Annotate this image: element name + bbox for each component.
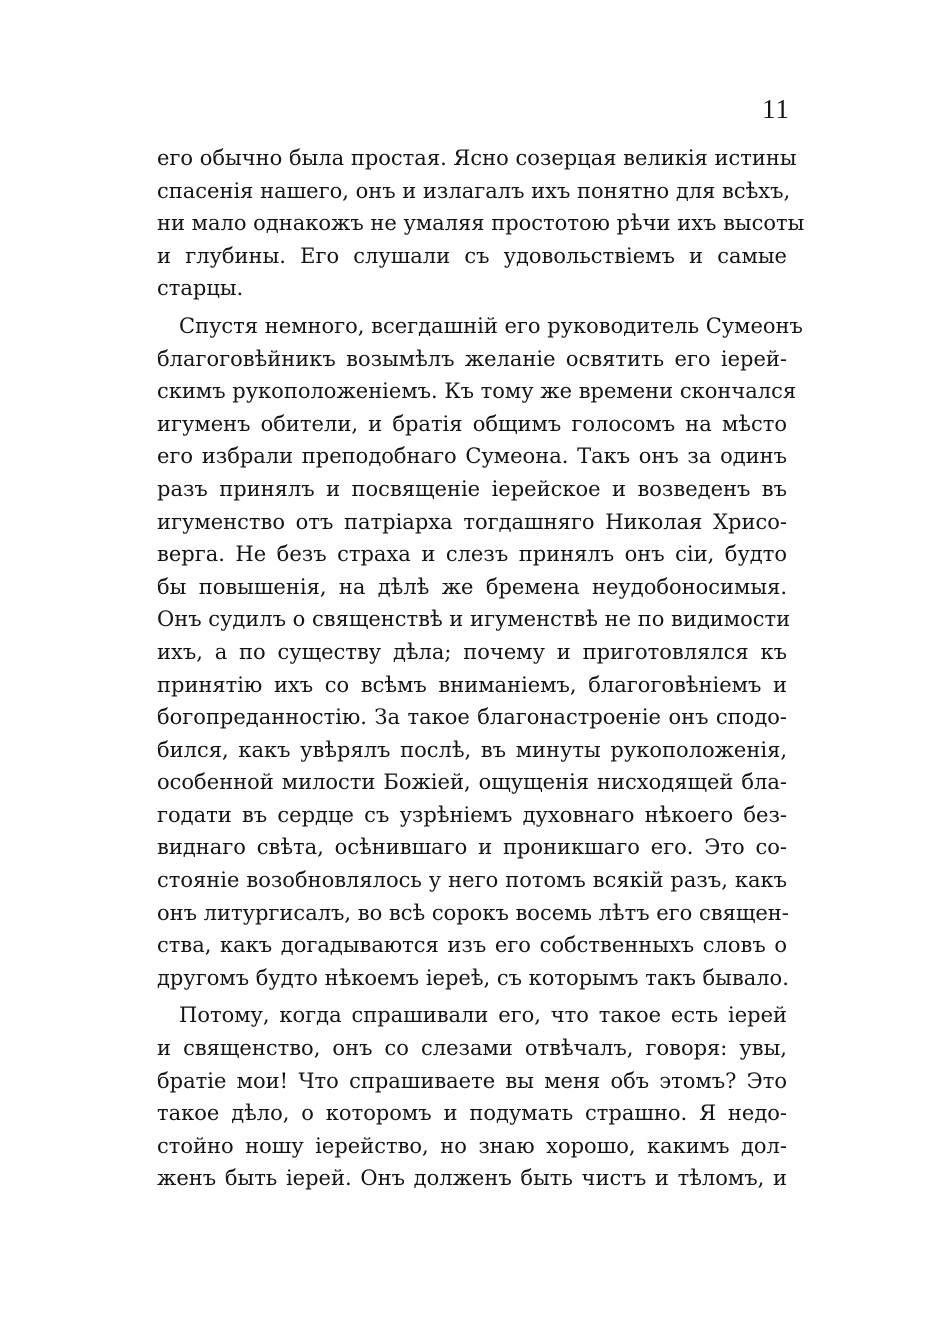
text-line: бился, какъ увѣрялъ послѣ, въ минуты рукоположенія, bbox=[157, 737, 787, 762]
text-line: его избрали преподобнаго Сумеона. Такъ онъ за одинъ bbox=[157, 444, 787, 469]
page-number: 11 bbox=[762, 94, 790, 124]
body-text bbox=[157, 142, 805, 1195]
text-line: братіе мои! Что спрашиваете вы меня объ этомъ? Это bbox=[157, 1068, 787, 1093]
text-line: его обычно была простая. Ясно созерцая великія истины bbox=[157, 146, 797, 170]
text-line: принятію ихъ со всѣмъ вниманіемъ, благоговѣніемъ и bbox=[157, 672, 787, 697]
text-line: верга. Не безъ страха и слезъ принялъ онъ сіи, будто bbox=[157, 542, 787, 567]
text-line: онъ литургисалъ, во всѣ сорокъ восемь лѣтъ его священ- bbox=[157, 900, 789, 925]
text-line: старцы. bbox=[157, 276, 244, 301]
text-line: бы повышенія, на дѣлѣ же бремена неудобоносимыя. bbox=[157, 574, 787, 599]
text-line: ихъ, а по существу дѣла; почему и приготовлялся къ bbox=[157, 639, 787, 664]
text-line: спасенія нашего, онъ и излагалъ ихъ понятно для всѣхъ, bbox=[157, 178, 791, 203]
text-line: особенной милости Божіей, ощущенія нисходящей бла- bbox=[157, 770, 787, 795]
text-line: Спустя немного, всегдашній его руководитель Сумеонъ bbox=[179, 313, 803, 338]
text-line: ства, какъ догадываются изъ его собственныхъ словъ о bbox=[157, 933, 787, 958]
text-line: Потому, когда спрашивали его, что такое есть іерей bbox=[179, 1003, 787, 1028]
text-line: ни мало однакожъ не умаляя простотою рѣчи ихъ высоты bbox=[157, 211, 805, 236]
text-line: годати въ сердце съ узрѣніемъ духовнаго нѣкоего без- bbox=[157, 802, 787, 827]
text-line: богопреданностію. За такое благонастроеніе онъ сподо- bbox=[157, 705, 787, 730]
text-line: стойно ношу іерейство, но знаю хорошо, какимъ дол- bbox=[157, 1133, 787, 1158]
text-line: и глубины. Его слушали съ удовольствіемъ и самые bbox=[157, 243, 787, 268]
text-line: разъ принялъ и посвященіе іерейское и возведенъ въ bbox=[157, 476, 787, 501]
text-line: другомъ будто нѣкоемъ іереѣ, съ которымъ такъ бывало. bbox=[157, 965, 789, 990]
text-line: благоговѣйникъ возымѣлъ желаніе освятить его іерей- bbox=[157, 346, 787, 371]
text-line: женъ быть іерей. Онъ долженъ быть чистъ и тѣломъ, и bbox=[157, 1166, 787, 1191]
text-line: скимъ рукоположеніемъ. Къ тому же времени скончался bbox=[157, 379, 797, 404]
text-line: виднаго свѣта, осѣнившаго и проникшаго его. Это со- bbox=[157, 835, 787, 860]
text-line: игуменство отъ патріарха тогдашняго Николая Хрисо- bbox=[157, 509, 787, 534]
text-line: такое дѣло, о которомъ и подумать страшно. Я недо- bbox=[157, 1101, 787, 1126]
text-line: и священство, онъ со слезами отвѣчалъ, говоря: увы, bbox=[157, 1036, 787, 1061]
paragraph bbox=[157, 999, 787, 1195]
text-line: стояніе возобновлялось у него потомъ всякій разъ, какъ bbox=[157, 868, 787, 893]
paragraph bbox=[157, 142, 805, 305]
text-line: игуменъ обители, и братія общимъ голосомъ на мѣсто bbox=[157, 411, 787, 436]
paragraph bbox=[157, 310, 803, 994]
text-line: Онъ судилъ о священствѣ и игуменствѣ не по видимости bbox=[157, 607, 791, 632]
